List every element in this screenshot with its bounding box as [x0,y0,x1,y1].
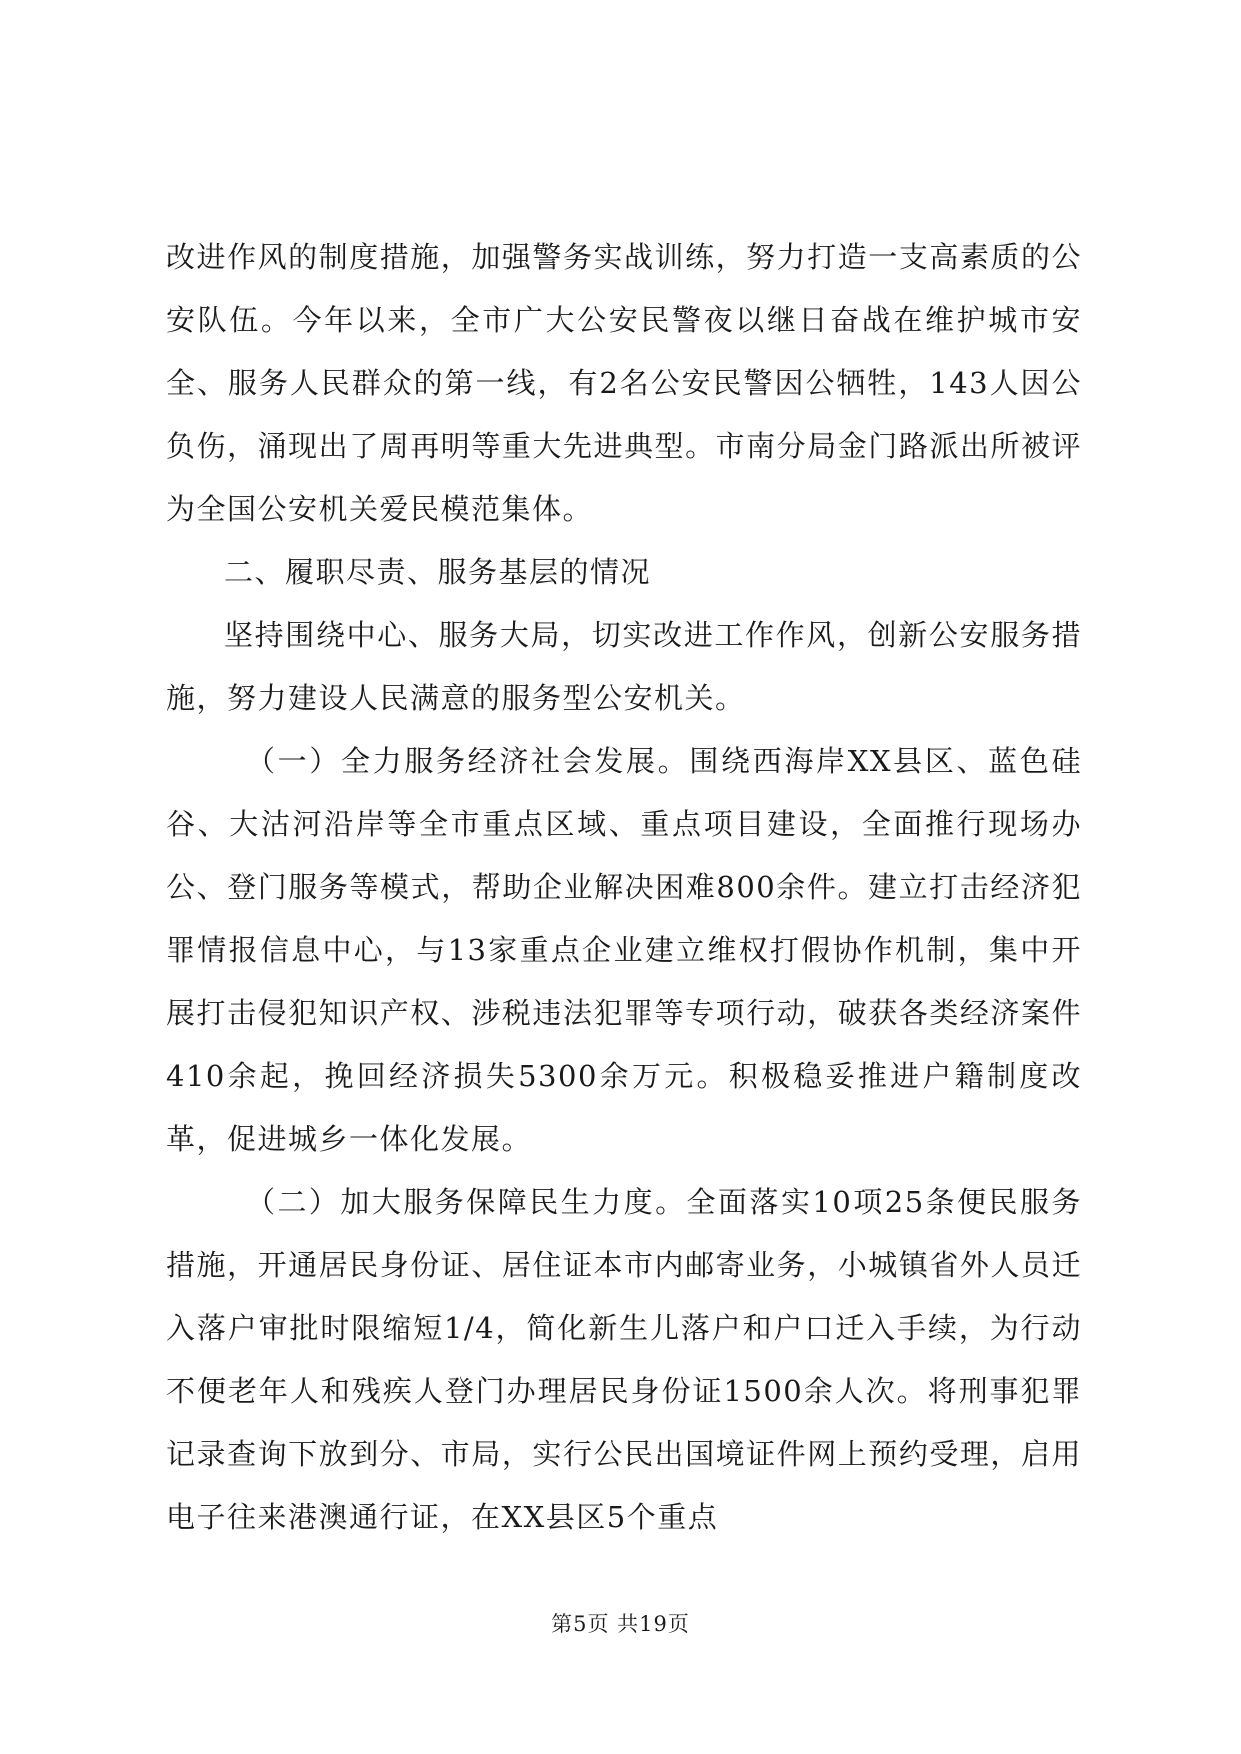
paragraph-intro: 坚持围绕中心、服务大局，切实改进工作作风，创新公安服务措施，努力建设人民满意的服务型公安机关。 [166,618,1082,715]
paragraph-continuation: 改进作风的制度措施，加强警务实战训练，努力打造一支高素质的公安队伍。今年以来，全市广大公安民警夜以继日奋战在维护城市安全、服务人民群众的第一线，有2名公安民警因公牺牲，143人因公负伤，涌现出了周再明等重大先进典型。市南分局金门路派出所被评为全国公安机关爱民模范集体。 [166,240,1082,526]
section-heading: 二、履职尽责、服务基层的情况 [224,555,652,589]
paragraph-item-2: （二）加大服务保障民生力度。全面落实10项25条便民服务措施，开通居民身份证、居住证本市内邮寄业务，小城镇省外人员迁入落户审批时限缩短1/4，简化新生儿落户和户口迁入手续，为行动不便老年人和残疾人登门办理居民身份证1500余人次。将刑事犯罪记录查询下放到分、市局，实行公民出国境证件网上预约受理，启用电子往来港澳通行证，在XX县区5个重点 [166,1185,1082,1534]
paragraph-item-1: （一）全力服务经济社会发展。围绕西海岸XX县区、蓝色硅谷、大沽河沿岸等全市重点区域、重点项目建设，全面推行现场办公、登门服务等模式，帮助企业解决困难800余件。建立打击经济犯罪情报信息中心，与13家重点企业建立维权打假协作机制，集中开展打击侵犯知识产权、涉税违法犯罪等专项行动，破获各类经济案件410余起，挽回经济损失5300余万元。积极稳妥推进户籍制度改革，促进城乡一体化发展。 [166,744,1082,1156]
document-body [166,226,1082,1549]
page-footer: 第5页 共19页 [551,1612,690,1636]
